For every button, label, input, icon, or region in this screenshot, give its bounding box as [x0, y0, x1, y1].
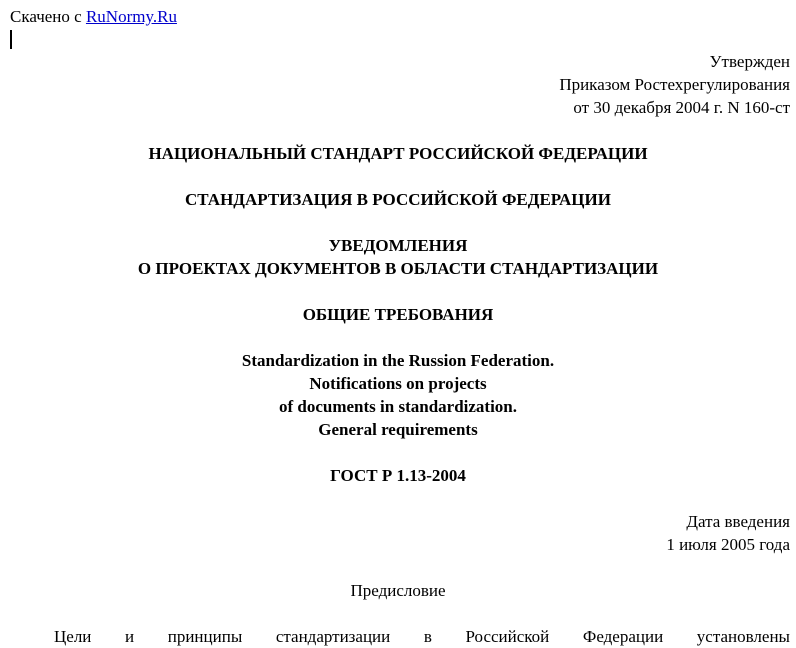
paragraph-word: Цели: [54, 627, 92, 646]
approval-line-2: Приказом Ростехрегулирования: [559, 75, 790, 94]
heading-notifications-line-2: О ПРОЕКТАХ ДОКУМЕНТОВ В ОБЛАСТИ СТАНДАРТИЗАЦИИ: [137, 259, 659, 278]
english-title: [0, 349, 796, 441]
heading-national-standard: НАЦИОНАЛЬНЫЙ СТАНДАРТ РОССИЙСКОЙ ФЕДЕРАЦИИ: [148, 144, 648, 163]
text-cursor: [10, 30, 12, 49]
paragraph-word: Федерации: [582, 627, 664, 646]
paragraph-word: в: [423, 627, 432, 646]
source-prefix: Скачено с: [10, 7, 82, 26]
first-paragraph: [54, 625, 790, 648]
approval-line-1: Утвержден: [709, 52, 790, 71]
paragraph-word: стандартизации: [275, 627, 391, 646]
heading-standardization: СТАНДАРТИЗАЦИЯ В РОССИЙСКОЙ ФЕДЕРАЦИИ: [185, 190, 611, 209]
paragraph-word: Российской: [465, 627, 550, 646]
source-link[interactable]: RuNormy.Ru: [85, 7, 177, 26]
foreword-title: Предисловие: [350, 581, 446, 600]
standard-code: ГОСТ Р 1.13-2004: [330, 466, 466, 485]
source-line: [10, 5, 177, 28]
approval-line-3: от 30 декабря 2004 г. N 160-ст: [573, 98, 790, 117]
english-title-line-2: Notifications on projects: [309, 374, 487, 393]
heading-notifications: [0, 234, 796, 280]
english-title-line-4: General requirements: [318, 420, 478, 439]
paragraph-word: установлены: [696, 627, 790, 646]
english-title-line-1: Standardization in the Russion Federation.: [241, 351, 555, 370]
paragraph-word: и: [125, 627, 135, 646]
intro-date-label: Дата введения: [686, 512, 790, 531]
english-title-line-3: of documents in standardization.: [278, 397, 518, 416]
heading-notifications-line-1: УВЕДОМЛЕНИЯ: [328, 236, 468, 255]
intro-date-value: 1 июля 2005 года: [666, 535, 790, 554]
approval-block: [559, 50, 790, 119]
paragraph-word: принципы: [167, 627, 243, 646]
intro-date-block: [666, 510, 790, 556]
heading-general-requirements: ОБЩИЕ ТРЕБОВАНИЯ: [302, 305, 494, 324]
